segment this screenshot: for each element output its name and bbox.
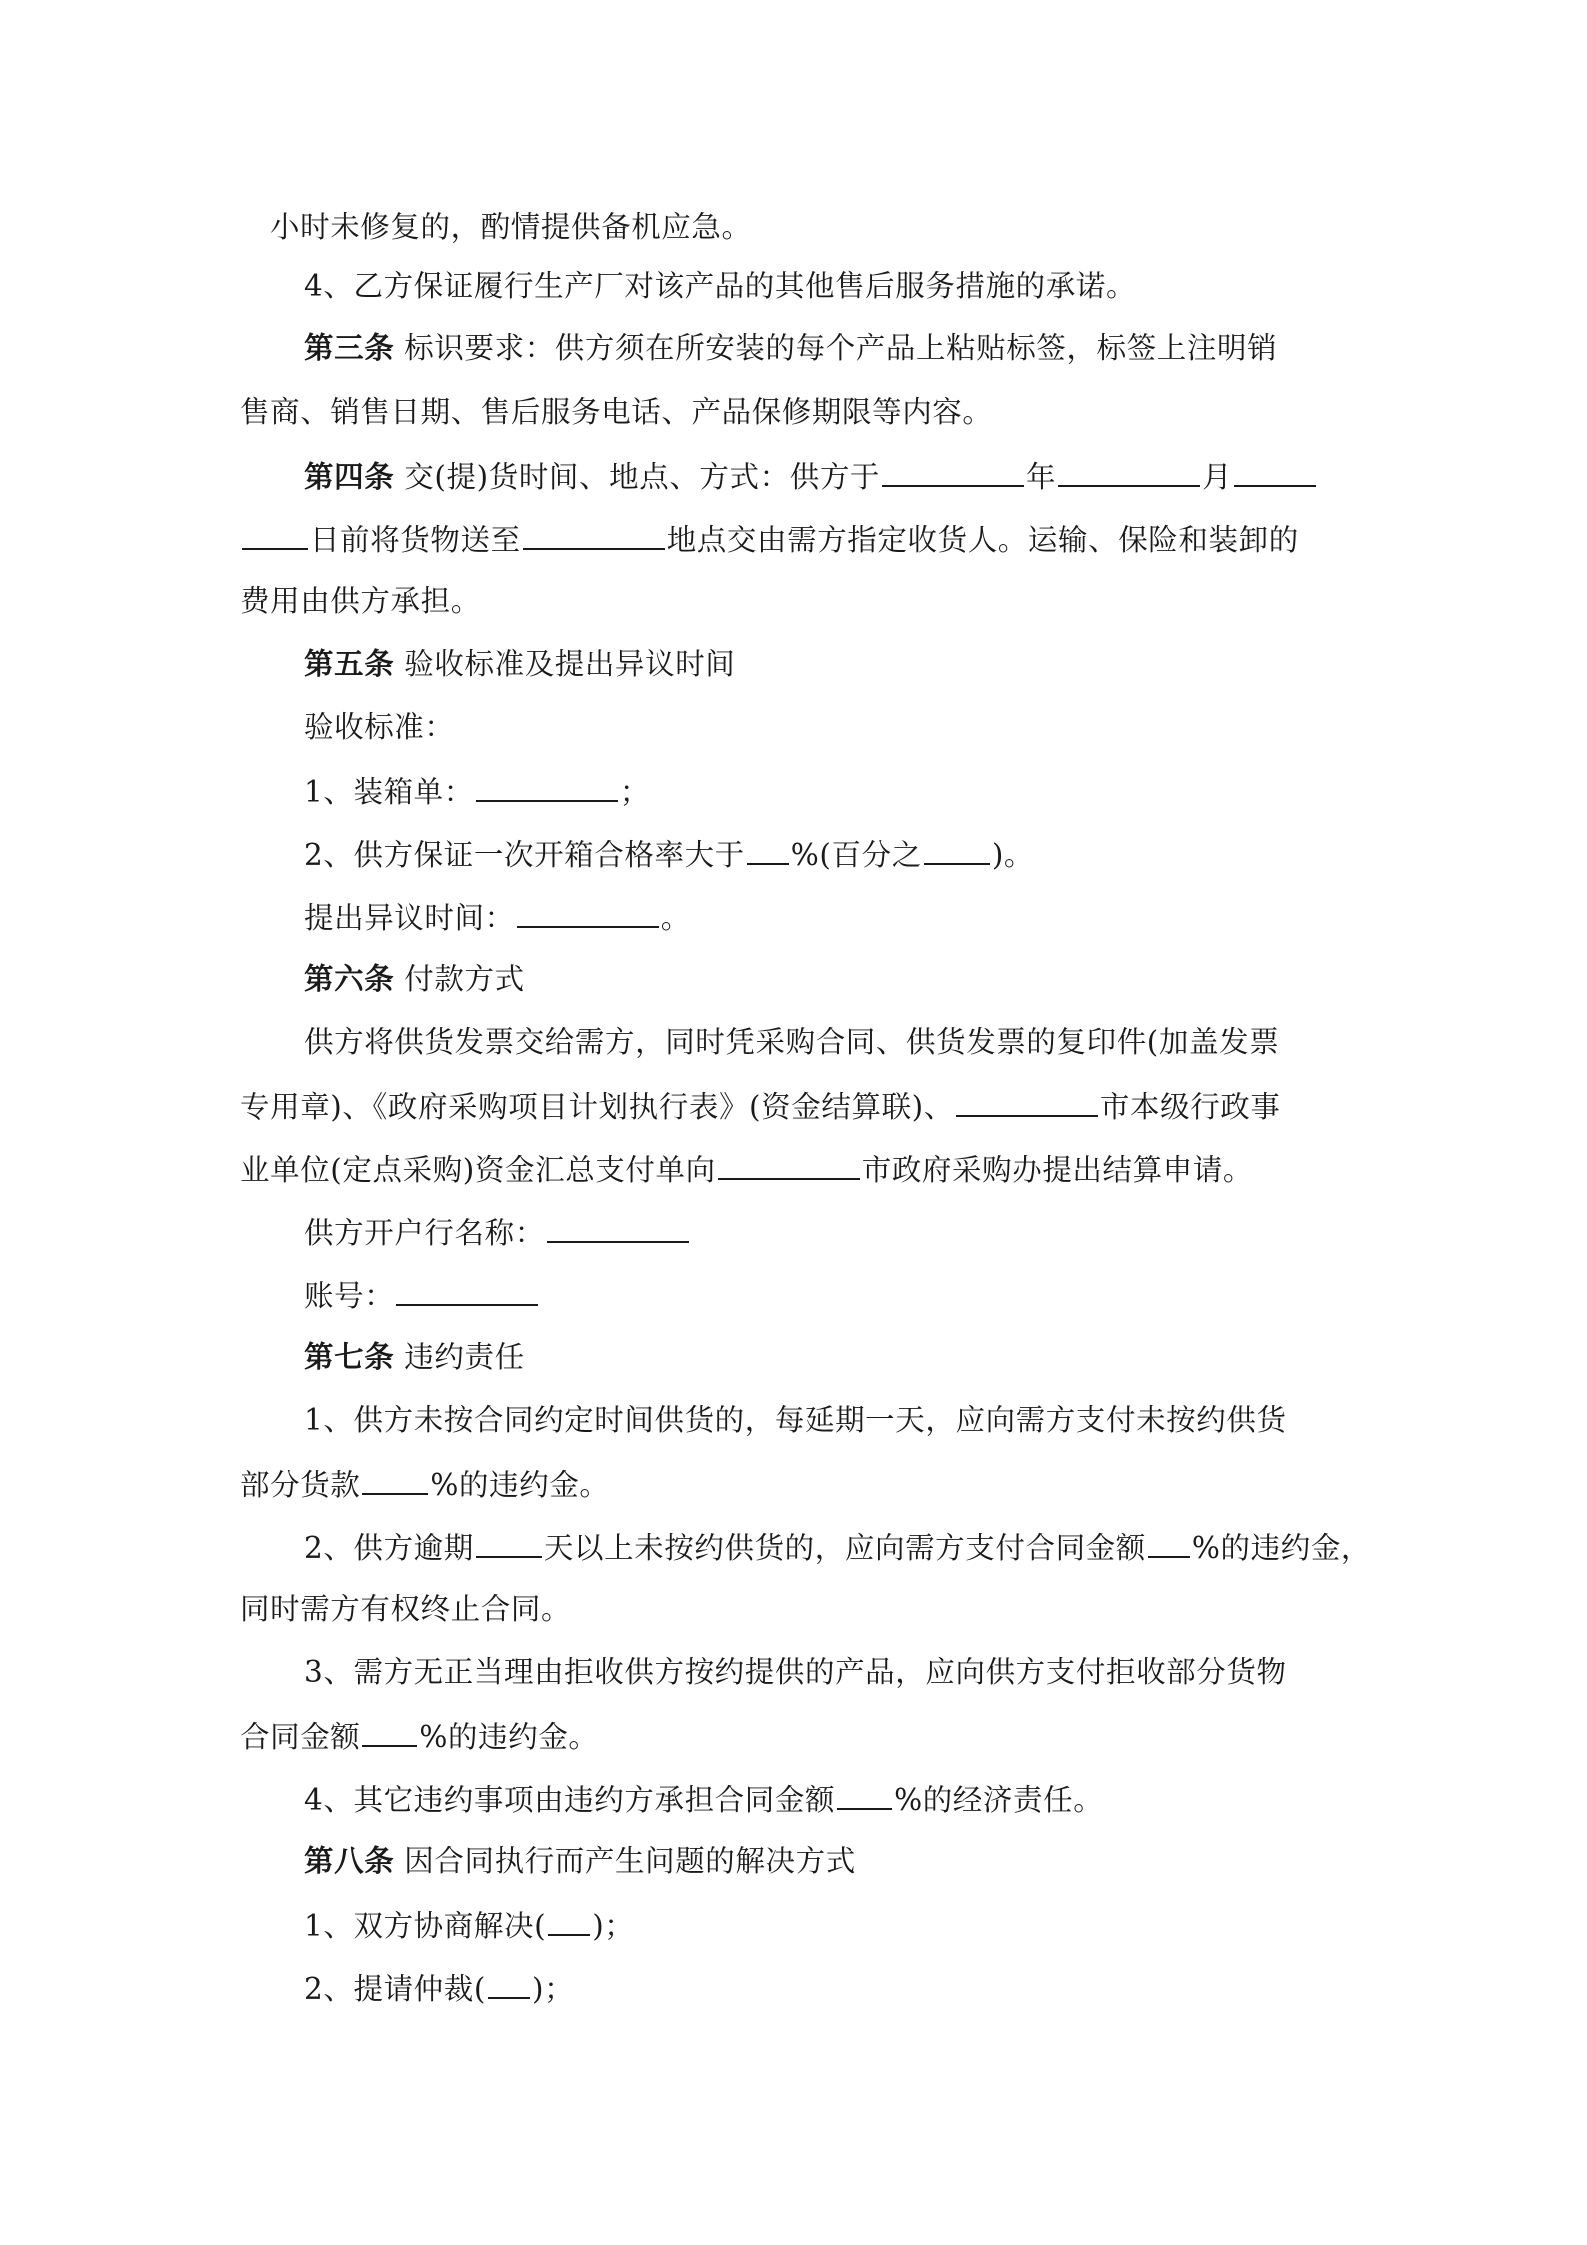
clause-5-line — [304, 644, 1364, 684]
line-text: %的违约金。 — [419, 1720, 599, 1754]
clause-heading: 第三条 — [304, 330, 395, 365]
text-line — [304, 1022, 1364, 1062]
line-text: %的违约金， — [1191, 1531, 1372, 1565]
line-text: )； — [592, 1909, 635, 1943]
fill-blank — [548, 1904, 590, 1936]
fill-blank — [1148, 1526, 1190, 1558]
fill-blank — [747, 833, 789, 865]
line-text: 1、双方协商解决( — [304, 1909, 547, 1943]
line-text: 4、乙方保证履行生产厂对该产品的其他售后服务措施的承诺。 — [304, 269, 1137, 303]
fill-blank — [362, 1463, 428, 1495]
line-text: %的经济责任。 — [894, 1783, 1104, 1817]
text-line — [304, 1904, 1364, 1946]
line-text: 专用章)、《政府采购项目计划执行表》(资金结算联)、 — [240, 1090, 954, 1124]
clause-6-line — [304, 959, 1364, 999]
line-text: 日前将货物送至 — [310, 523, 521, 557]
clause-heading: 第七条 — [304, 1339, 395, 1374]
text-line — [304, 833, 1364, 875]
text-line — [240, 392, 1360, 432]
fill-blank — [523, 518, 665, 550]
line-text: 2、提请仲裁( — [304, 1972, 486, 2006]
line-text: %(百分之 — [790, 838, 922, 872]
line-text: 验收标准： — [304, 710, 455, 744]
fill-blank — [517, 896, 659, 928]
line-text: 同时需方有权终止合同。 — [240, 1592, 572, 1626]
line-text: 付款方式 — [404, 962, 525, 996]
text-line — [304, 1211, 1364, 1253]
line-text: 费用由供方承担。 — [240, 584, 481, 618]
line-text: %的违约金。 — [430, 1468, 610, 1502]
line-text: 市本级行政事 — [1099, 1090, 1281, 1124]
fill-blank — [396, 1274, 538, 1306]
line-text: 地点交由需方指定收货人。运输、保险和装卸的 — [666, 523, 1299, 557]
fill-blank — [718, 1148, 860, 1180]
line-text: 1、装箱单： — [304, 775, 474, 809]
fill-blank — [476, 1526, 542, 1558]
fill-blank — [476, 770, 618, 802]
text-line — [304, 1274, 1364, 1316]
text-line — [240, 581, 1360, 621]
line-text: ； — [619, 775, 650, 809]
text-line — [304, 1778, 1364, 1820]
text-line — [240, 1715, 1360, 1757]
fill-blank — [547, 1211, 689, 1243]
text-line — [304, 1400, 1364, 1440]
text-line — [240, 1148, 1360, 1190]
line-text: 1、供方未按合同约定时间供货的，每延期一天，应向需方支付未按约供货 — [304, 1403, 1287, 1437]
text-line — [304, 266, 1364, 306]
line-text: 供方将供货发票交给需方，同时凭采购合同、供货发票的复印件(加盖发票 — [304, 1025, 1280, 1059]
line-text: 提出异议时间： — [304, 901, 515, 935]
line-text: 市政府采购办提出结算申请。 — [861, 1153, 1254, 1187]
line-text: 售商、销售日期、售后服务电话、产品保修期限等内容。 — [240, 395, 993, 429]
line-text: 违约责任 — [404, 1340, 525, 1374]
line-text: 月 — [1202, 460, 1233, 494]
fill-blank — [1234, 455, 1316, 487]
clause-heading: 第五条 — [304, 646, 395, 681]
fill-blank — [956, 1085, 1098, 1117]
line-text: 3、需方无正当理由拒收供方按约提供的产品，应向供方支付拒收部分货物 — [304, 1655, 1287, 1689]
fill-blank — [362, 1715, 417, 1747]
clause-7-line — [304, 1337, 1364, 1377]
fill-blank — [924, 833, 990, 865]
clause-heading: 第六条 — [304, 961, 395, 996]
line-text: 合同金额 — [240, 1720, 361, 1754]
clause-8-line — [304, 1841, 1364, 1881]
line-text: 账号： — [304, 1279, 395, 1313]
line-text: 天以上未按约供货的，应向需方支付合同金额 — [543, 1531, 1146, 1565]
text-line — [304, 1526, 1372, 1568]
text-line — [304, 1652, 1364, 1692]
clause-4-line — [304, 455, 1364, 497]
line-text: 。 — [660, 901, 691, 935]
text-line — [240, 1085, 1360, 1127]
line-text: 验收标准及提出异议时间 — [404, 647, 736, 681]
line-text: 交(提)货时间、地点、方式：供方于 — [404, 460, 881, 494]
line-text: 供方开户行名称： — [304, 1216, 545, 1250]
text-line — [304, 896, 1364, 938]
fill-blank — [1058, 455, 1200, 487]
line-text: 4、其它违约事项由违约方承担合同金额 — [304, 1783, 836, 1817]
line-text: )； — [531, 1972, 575, 2006]
line-text: 年 — [1026, 460, 1057, 494]
line-text: )。 — [991, 838, 1035, 872]
text-line — [240, 518, 1360, 560]
text-line — [304, 707, 1364, 747]
line-text: 2、供方保证一次开箱合格率大于 — [304, 838, 745, 872]
clause-heading: 第八条 — [304, 1843, 395, 1878]
clause-3-line — [304, 328, 1364, 368]
text-line — [304, 1967, 1364, 2009]
fill-blank — [882, 455, 1024, 487]
line-text: 小时未修复的，酌情提供备机应急。 — [270, 210, 752, 244]
fill-blank — [242, 518, 308, 550]
fill-blank — [488, 1967, 530, 1999]
line-text: 标识要求：供方须在所安装的每个产品上粘贴标签，标签上注明销 — [404, 331, 1278, 365]
text-line — [304, 770, 1364, 812]
text-line — [240, 1589, 1360, 1629]
clause-heading: 第四条 — [304, 459, 395, 494]
text-line — [270, 207, 1390, 247]
line-text: 因合同执行而产生问题的解决方式 — [404, 1844, 856, 1878]
line-text: 2、供方逾期 — [304, 1531, 474, 1565]
line-text: 业单位(定点采购)资金汇总支付单向 — [240, 1153, 716, 1187]
text-line — [240, 1463, 1360, 1505]
line-text: 部分货款 — [240, 1468, 361, 1502]
fill-blank — [837, 1778, 892, 1810]
